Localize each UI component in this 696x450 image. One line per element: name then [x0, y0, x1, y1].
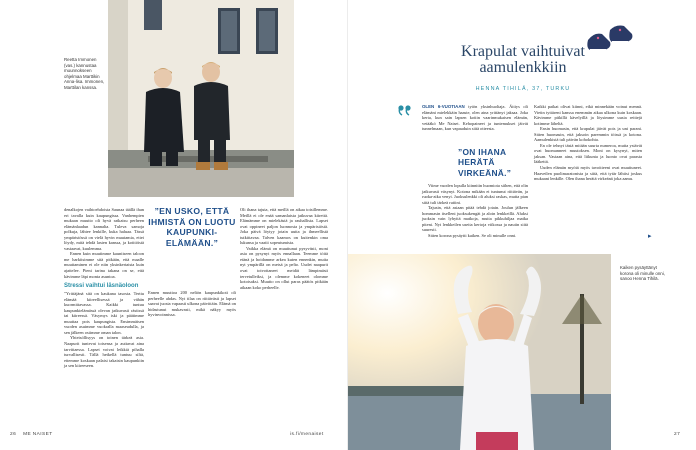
headline-line-1: Krapulat vaihtuivat: [461, 43, 585, 60]
paragraph: Viime vuoden lopulla kiinnitin huomiota siihen, että olin jatkuvasti väsynyt. Kotona mikään ei tuntunut riittävän, ja ruoka-aika venyi. Juoksulenkki oli aluksi raskas, mutta pian siitä tuli tärkeä rutiini.: [422, 183, 528, 205]
paragraph: Yhteisöllisyys on toinen tärkeä asia. Naapurit tuntevat toisensa ja auttavat aina tarvittaessa. Lapset voivat leikkiä pihalla turvallisesti. Tällä hetkellä tuntuu siltä, ettemme koskaan palaisi takaisin kaupunkiin ja sen kiireeseen.: [64, 335, 144, 369]
magazine-name: ME NAISET: [23, 432, 53, 437]
paragraph: Uuden elämän myötä myös tavoitteeni ovat muuttuneet. Haaveilen puolimaratonista ja siitä, että tytär lähtisi joskus mukaani lenkille. Olen ihana herätä virkeänä joka aamu.: [534, 165, 642, 182]
house-photo: [108, 0, 294, 197]
paragraph: Vaikka elämä on muuttunut pysyvästi, moni asia on pysynyt myös ennallaan. Teemme töitä etänä ja hoidamme arkea kuten ennenkin, mutta nyt ympärillä on metsä ja pelto. Uudet naapurit ovat toivottaneet meidät lämpimästi tervetulleiksi, ja olemme kokeneet olomme kotoisaksi. Muutto on ollut paras päätös pitkään aikaan koko perheelle.: [240, 245, 328, 290]
page-number-right: 27: [674, 432, 681, 437]
right-column-2: [534, 104, 642, 182]
house-photo-art: [108, 0, 294, 197]
right-column-1: [422, 104, 528, 132]
left-column-2a: [148, 290, 236, 318]
paragraph: denalkojen vaihtoehdoista Saunaa täällä ihan eri tavalla kuin kaupungissa. Vanhempien mukaan muutto oli hyvä ratkaisu perheen elämänlaadun kannalta. Tuleva samoja polkuja, lähtee lenkille, kuka haluaa. Tässä ympäristössä on vielä hyvin muutamia, ettei löydy, mitä tehdä lasten kanssa, ja kotitöistä vastaavat, kuulemma.: [64, 207, 144, 251]
pull-quote-left: ”EN USKO, ETTÄ IHMISTÄ ON LUOTU KAUPUNKI-ELÄMÄÄN.”: [148, 206, 236, 248]
article-byline: HENNA TIHILÄ, 37, TURKU: [475, 86, 571, 92]
paragraph: Ensin huomasin, että krapulat jäivät pois ja uni parani. Sitten huomasin, että jaksoin paremmin töissä ja kotona. Aamulenkistä tuli päivän kohokohta.: [534, 126, 642, 143]
article-headline: [408, 44, 638, 76]
paragraph: Ennen muuttoa 200 neliön kaupunkikoti oli perheelle ahdas. Nyt tilaa on riittävästi ja lapset saavat juosta vapaasti ulkona päivittäin. Elämä on hidastunut mukavasti, mikä näkyy myös hyvinvoinnissa.: [148, 290, 236, 318]
paragraph-text: tytön yksinhuoltaja. Äitiys oli elämäni mielekkäin haaste, olen aina yrittänyt jaksaa. Joka kerta, kun sain lapsen kotiin vaarinmukaisen elämän, vetääkö Me Naiset. Kehopaineet ja tuntemukset jäivät tunnelmaan, kun vapauduin siitä otteesta.: [422, 104, 528, 132]
paragraph: Tajusin, että asiaan pitää tehdä jotain. Joulun jälkeen hommasin itselleni juoksukengät ja aloin lenkkeillä. Aluksi juoksin vain lyhyitä matkoja, mutta pikkuhiljaa matka piteni. Nyt lenkkeilen useita kertoja viikossa ja nautin siitä suuresti.: [422, 205, 528, 233]
runner-photo-art: [348, 254, 611, 450]
photo-caption-left: Reetta Immonen (vas.) kannustaa muunnokseen ohjelmaa Marttikin Anna-lisa. Immonen, Marttilan kanssa.: [64, 57, 105, 90]
left-column-3: [240, 207, 328, 290]
paragraph: ”Yrittäjänä sitä on kaukana tasosta. Terttu elämää kiireellisessä ja vähän kuormittavassa. Kaikki tuntuu kaupunkielämässä olevan jatkuvasti rästissä tai kiireessä. Väsymys iski ja päätimme muuttaa pois kaupungista. Ensimmäisen vuoden asuimme vuokralla maaseudulla, ja sen jälkeen ostimme oman talon.: [64, 291, 144, 335]
continue-arrow-icon: ▸: [648, 232, 652, 240]
paragraph: Ennen kuin muutimme kauniiseen taloon me harkitsimme sitä pitkään, että maalle muuttaminen ei ole niin yksinkertaista kuin ajattelee. Pieni tarina takana on se, että kävimme läpi monta asuntoa.: [64, 251, 144, 279]
paragraph: Oli ihana tajuta, että meillä on aikaa toisillemme. Meillä ei ole enää samanlaista jatkuvaa kiirettä. Elämämme on mielekästä ja rauhallista. Lapset ovat oppineet paljon luonnosta ja ympäristöstä. Joka päivä löytyy jotain uutta ja ihmeellistä tutkittavaa. Talven kaamos on kuitenkin oma lukunsa ja vaatii sopeutumista.: [240, 207, 328, 246]
page-number-left: 26: [10, 432, 17, 437]
paragraph: [422, 104, 528, 132]
pull-quote-right: ”ON IHANA HERÄTÄ VIRKEÄNÄ.”: [458, 147, 512, 178]
right-column-1b: [422, 183, 528, 238]
folio-left: [10, 432, 53, 437]
quote-mark-icon: [398, 104, 412, 116]
lead-in: OLEN 6-VUOTIAAN: [422, 104, 465, 109]
runner-photo: [348, 254, 611, 450]
photo-caption-right: Kaiken pysäyttänyt korona oli minulle onni, sanoo Henna Tihilä.: [620, 265, 665, 282]
subheading: Stressi vaihtui läsnäoloon: [64, 283, 139, 290]
headline-line-2: aamulenkkiin: [479, 59, 567, 76]
left-column-1: [64, 207, 144, 369]
right-page: [348, 0, 696, 450]
paragraph: Kaikki paikat olivat kiinni, eikä minnekään voinut mennä. Vietin tyttäreni kanssa enemmän aikaa ulkona kuin koskaan. Kävimme pitkillä kävelyillä ja löysimme uusia reittejä kotimme läheltä.: [534, 104, 642, 126]
paragraph: Sitten korona pysäytti kaiken. Se oli minulle onni.: [428, 232, 517, 238]
folio-web: is.fi/menaiset: [290, 432, 324, 437]
paragraph: En ole tehnyt tästä mitään suurta numeroa, mutta ystävät ovat huomanneet muutoksen. Moni on kysynyt, miten jaksan. Vastaan aina, että liikunta ja luonto ovat parasta lääkettä.: [534, 142, 642, 165]
